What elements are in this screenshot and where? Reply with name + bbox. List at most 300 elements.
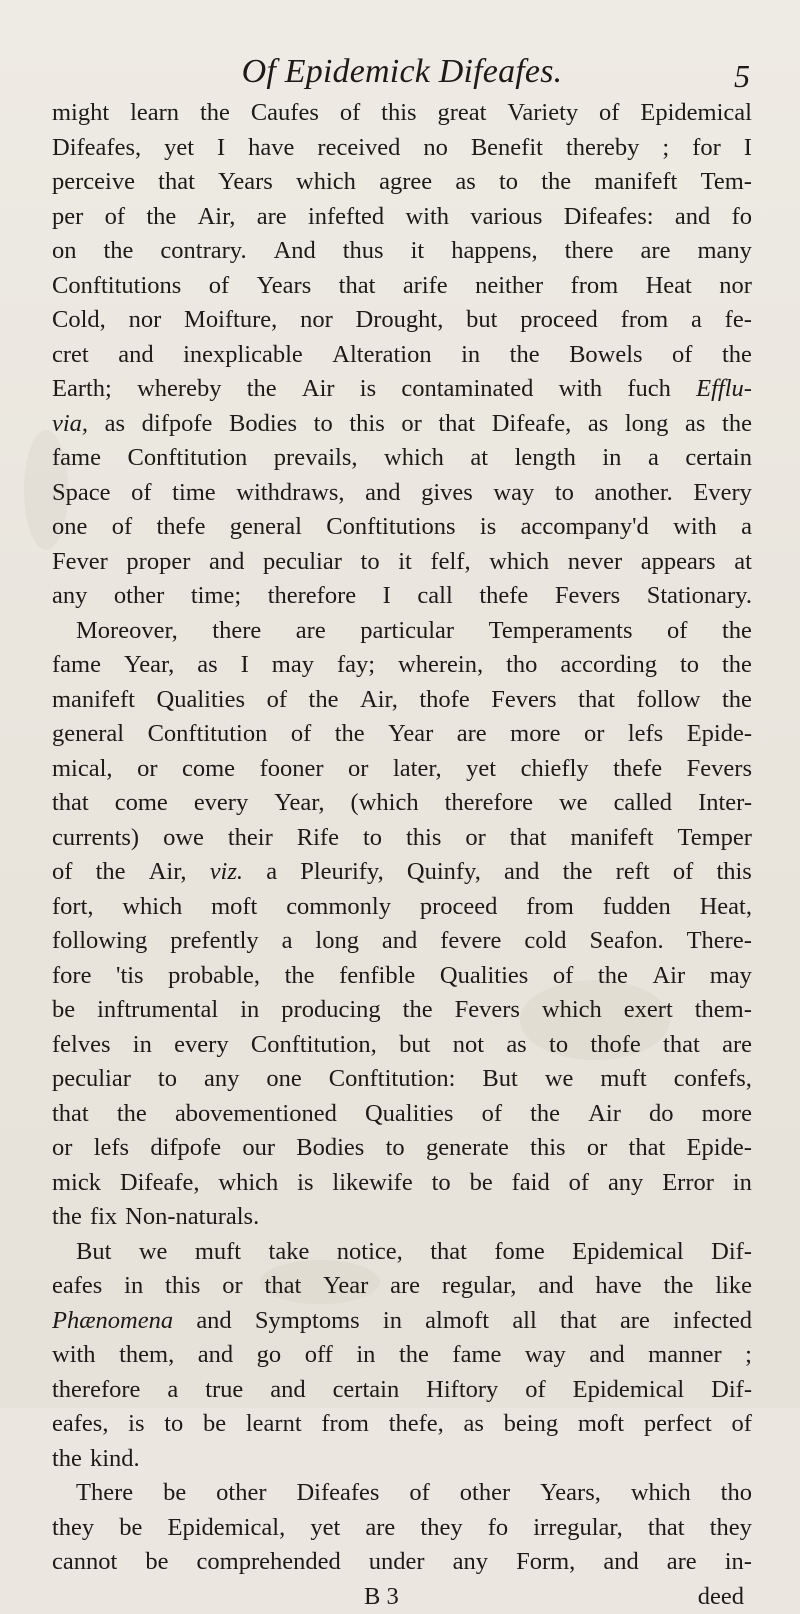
text-word: arife [403,269,448,304]
text-word: any [204,1062,239,1097]
text-word: various [470,200,542,235]
text-word: therefore [52,1373,140,1408]
text-word: wherein, [398,648,483,683]
text-word: to [386,1131,405,1166]
text-word: Earth; [52,372,112,407]
text-word: manifeft [52,683,135,718]
text-word: Difeafes [296,1476,379,1511]
text-word: Moreover, [76,614,178,649]
text-word: of [553,959,573,994]
text-word: go [257,1338,282,1373]
text-word: cold [524,924,566,959]
text-word: and [198,1338,233,1373]
text-word: thefe [156,510,205,545]
text-line [52,683,752,718]
text-word: are [641,234,671,269]
text-word: commonly [286,890,391,925]
text-word: or [584,717,604,752]
text-word: therefore [445,786,533,821]
text-word: nor [129,303,162,338]
text-word: and [196,1304,231,1339]
text-word: Non-naturals. [125,1200,259,1235]
text-word: there [212,614,261,649]
text-word: any [453,1545,488,1580]
text-word: Temper [678,821,752,856]
text-word: with [405,200,449,235]
text-word: to [432,1166,451,1201]
text-word: ; [662,131,669,166]
text-line [52,1028,752,1063]
text-word: they [52,1511,94,1546]
text-word: There- [687,924,752,959]
text-line [52,1235,752,1270]
text-word: per [52,200,83,235]
text-word: Air, [360,683,398,718]
text-line [52,338,752,373]
text-line [52,269,752,304]
text-word: neither [475,269,543,304]
text-word: fome [494,1235,544,1270]
text-line [52,407,752,442]
text-word: as [464,1407,484,1442]
text-word: lefs [94,1131,129,1166]
text-word: which [631,1476,691,1511]
text-word: that [648,1511,685,1546]
text-word: a [741,510,752,545]
text-line [52,855,752,890]
text-word: fenfible [339,959,415,994]
text-word: every [194,786,248,821]
text-word: I [383,579,391,614]
text-word: for [692,131,721,166]
text-line [52,545,752,580]
text-word: the [117,1097,147,1132]
text-line [52,372,752,407]
text-word: many [697,234,751,269]
text-word: Qualities [365,1097,453,1132]
text-word: withdraws, [236,476,344,511]
text-word: which [296,165,356,200]
text-word: in [356,1338,375,1373]
text-word: of [599,96,619,131]
text-word: the [722,648,752,683]
text-word: to [499,165,518,200]
text-word: them- [695,993,752,1028]
text-word: a [691,303,702,338]
text-word: other [216,1476,266,1511]
text-word: Alteration [332,338,431,373]
text-word: is [297,1166,313,1201]
text-word: confefs, [674,1062,752,1097]
text-word: proper [126,545,190,580]
text-word: Dif- [711,1373,752,1408]
text-word: as [685,407,705,442]
text-word: are [296,614,326,649]
text-line [52,924,752,959]
text-word: and [603,1545,638,1580]
text-word: of [672,338,692,373]
text-word: Rife [297,821,339,856]
text-word: as [588,407,608,442]
text-word: in [240,993,259,1028]
text-word: Difeafe, [120,1166,200,1201]
text-word: other [114,579,164,614]
text-word: Bodies [229,407,297,442]
text-word: come [182,752,235,787]
text-word: Stationary. [647,579,752,614]
text-word: comprehended [197,1545,341,1580]
text-word: appears [641,545,716,580]
text-word: at [470,441,488,476]
text-word: the [103,234,133,269]
text-word: as [197,648,217,683]
text-line [52,579,752,614]
text-word: do [649,1097,674,1132]
text-word: fuch [627,372,671,407]
text-word: this [349,407,384,442]
text-line [52,993,752,1028]
text-word: Conftitutions [52,269,181,304]
text-word: and [118,338,153,373]
text-word: and [538,1269,573,1304]
text-word: are [620,1304,650,1339]
text-word: or [52,1131,72,1166]
text-word: be [119,1511,142,1546]
text-word: I [217,131,225,166]
text-word: fort, [52,890,94,925]
text-word: that [629,1131,666,1166]
text-word: eafes, [52,1407,108,1442]
text-word: or [137,752,157,787]
text-word: Year, [124,648,174,683]
text-word: they [710,1511,752,1546]
text-word: of [525,1373,545,1408]
text-word: in [383,1304,402,1339]
text-word: yet [310,1511,340,1546]
text-word: be [470,1166,493,1201]
text-word: in- [725,1545,752,1580]
text-word: the [52,1442,82,1477]
text-word: in [124,1269,143,1304]
text-word: Pleurify, [300,855,383,890]
text-word: a [266,855,277,890]
text-word: reft [616,855,650,890]
text-word: inftrumental [97,993,218,1028]
text-word: Year [388,717,433,752]
text-word: learn [130,96,179,131]
text-word: Fevers [555,579,620,614]
text-word: probable, [168,959,260,994]
text-word: their [228,821,273,856]
text-word: take [269,1235,310,1270]
text-word: I [241,648,249,683]
text-word: whereby [137,372,221,407]
text-word: the [335,717,365,752]
text-word: great [437,96,486,131]
text-word: the [722,407,752,442]
text-word: it [398,545,412,580]
text-word: Year, [274,786,324,821]
text-line [52,131,752,166]
text-word: but [399,1028,430,1063]
text-word: the [146,200,176,235]
text-word: the [200,96,230,131]
text-word: notice, [337,1235,403,1270]
text-word: the [722,683,752,718]
text-word: Difeafes, [52,131,141,166]
text-word: manifeft [571,821,654,856]
text-word: currents) [52,821,139,856]
text-word: thereby [566,131,639,166]
text-word: mical, [52,752,113,787]
text-word: more [510,717,560,752]
text-word: thefe [613,752,662,787]
text-word: moft [578,1407,624,1442]
text-line [52,1304,752,1339]
text-word: muft [195,1235,241,1270]
text-word: which [542,993,602,1028]
text-word: may [710,959,752,994]
text-word: Conftitution [127,441,247,476]
text-word: this [406,821,441,856]
text-word: Every [693,476,752,511]
text-word: Difeafes: [564,200,654,235]
text-word: (which [351,786,419,821]
text-line [52,1269,752,1304]
text-word: and [675,200,710,235]
text-word: the [530,1097,560,1132]
text-word: agree [379,165,432,200]
text-word: this [530,1131,565,1166]
text-word: and [382,924,417,959]
text-word: which [384,441,444,476]
text-word: of [209,269,229,304]
text-word: length [515,441,576,476]
text-word: the [399,1338,429,1373]
text-word: difpofe [142,407,213,442]
text-word: particular [360,614,454,649]
text-line [52,614,752,649]
text-word: chiefly [521,752,589,787]
text-word: lefs [628,717,663,752]
text-word: are [667,1545,697,1580]
text-word: to [680,648,699,683]
text-word: to [555,476,574,511]
text-word: the [722,614,752,649]
text-word: certain [685,441,752,476]
text-word: Cold, [52,303,106,338]
text-word: follow [636,683,700,718]
text-word: irregular, [533,1511,622,1546]
text-word: or [401,407,421,442]
text-word: Inter- [698,786,752,821]
text-line [52,1373,752,1408]
text-word: that [430,1235,467,1270]
text-word: I [744,131,752,166]
text-word: infected [673,1304,752,1339]
text-word: the [563,855,593,890]
text-word: felves [52,1028,111,1063]
text-word: called [614,786,673,821]
text-word: with [559,372,603,407]
text-line [52,1338,752,1373]
text-word: the [247,372,277,407]
text-word: more [702,1097,752,1132]
text-word: Air, [198,200,236,235]
text-word: Year [323,1269,368,1304]
text-word: of [482,1097,502,1132]
text-word: yet [466,752,496,787]
text-word: faid [512,1166,550,1201]
text-word: nor [300,303,333,338]
text-word: have [248,131,294,166]
text-line [52,1131,752,1166]
text-word: in [733,1166,752,1201]
text-word: and [270,1373,305,1408]
text-word: Epidemical [640,96,752,131]
text-word: 'tis [116,959,144,994]
text-word: are [257,200,287,235]
text-word: is [360,372,376,407]
text-word: thofe [419,683,469,718]
text-word: be [145,1545,168,1580]
text-word: viz. [210,855,243,890]
text-word: with [52,1338,96,1373]
text-line [52,752,752,787]
text-word: Bowels [569,338,643,373]
text-line [52,1097,752,1132]
text-word: Hiftory [426,1373,498,1408]
text-word: in [133,1028,152,1063]
text-word: of [112,510,132,545]
text-word: the [663,1269,693,1304]
text-word: Epide- [687,1131,752,1166]
text-word: owe [163,821,204,856]
text-word: thefe [479,579,528,614]
text-word: in [602,441,621,476]
text-word: Qualities [157,683,245,718]
text-word: any [608,1166,643,1201]
text-line [52,821,752,856]
text-word: from [571,269,619,304]
text-word: to [158,1062,177,1097]
text-word: them, [119,1338,174,1373]
text-word: difpofe [150,1131,221,1166]
text-word: way [493,476,534,511]
text-word: moft [211,890,257,925]
text-word: abovementioned [175,1097,337,1132]
text-word: that [52,786,89,821]
text-word: Space [52,476,111,511]
text-word: and [589,1338,624,1373]
text-word: are [365,1511,395,1546]
text-word: this [716,855,751,890]
text-word: Conftitutions [326,510,455,545]
text-word: of [569,1166,589,1201]
text-line [52,1476,752,1511]
text-line [52,441,752,476]
text-word: be [203,1407,226,1442]
text-word: the [52,1200,82,1235]
text-line [52,96,752,131]
text-word: a [167,1373,178,1408]
text-word: ; [745,1338,752,1373]
text-word: the [285,959,315,994]
text-word: of [667,614,687,649]
text-word: general [52,717,124,752]
text-word: almoft [425,1304,489,1339]
text-line [52,890,752,925]
text-word: peculiar [263,545,342,580]
text-word: it [411,234,425,269]
text-word: general [230,510,302,545]
text-word: true [205,1373,243,1408]
text-word: yet [164,131,194,166]
text-word: there [565,234,614,269]
text-word: the [403,993,433,1028]
text-word: producing [281,993,380,1028]
text-word: regular, [442,1269,517,1304]
text-word: Heat [646,269,692,304]
text-word: Symptoms [255,1304,360,1339]
text-word: via, [52,407,88,442]
text-word: from [321,1407,369,1442]
text-word: come [115,786,168,821]
text-word: Conftitution [148,717,268,752]
text-word: from [621,303,669,338]
body-text [52,96,752,1614]
text-line [52,476,752,511]
text-word: at [734,545,752,580]
text-word: Years, [540,1476,601,1511]
text-word: later, [393,752,442,787]
text-word: that [52,1097,89,1132]
text-word: Error [662,1166,714,1201]
text-word: that [510,821,547,856]
text-word: from [526,890,574,925]
text-word: or [465,821,485,856]
text-word: long [315,924,359,959]
text-word: one [52,510,87,545]
text-word: this [381,96,416,131]
text-word: are [457,717,487,752]
text-word: to [314,407,333,442]
text-line [52,648,752,683]
text-word: thus [343,234,384,269]
text-word: our [242,1131,275,1166]
text-word: and [504,855,539,890]
text-word: as [105,407,125,442]
text-word: being [504,1407,558,1442]
text-word: of [291,717,311,752]
text-word: Conftitution: [329,1062,456,1097]
text-word: we [139,1235,168,1270]
text-word: And [274,234,316,269]
text-line [52,1407,752,1442]
text-word: a [282,924,293,959]
text-word: Bodies [296,1131,364,1166]
text-word: all [512,1304,537,1339]
text-word: likewife [332,1166,412,1201]
text-word: on [52,234,77,269]
text-word: Efflu- [696,372,752,407]
text-word: they [420,1511,462,1546]
text-word: Drought, [356,303,444,338]
text-word: Difeafe, [492,407,572,442]
text-word: like [715,1269,752,1304]
text-word: in [461,338,480,373]
text-line [52,303,752,338]
